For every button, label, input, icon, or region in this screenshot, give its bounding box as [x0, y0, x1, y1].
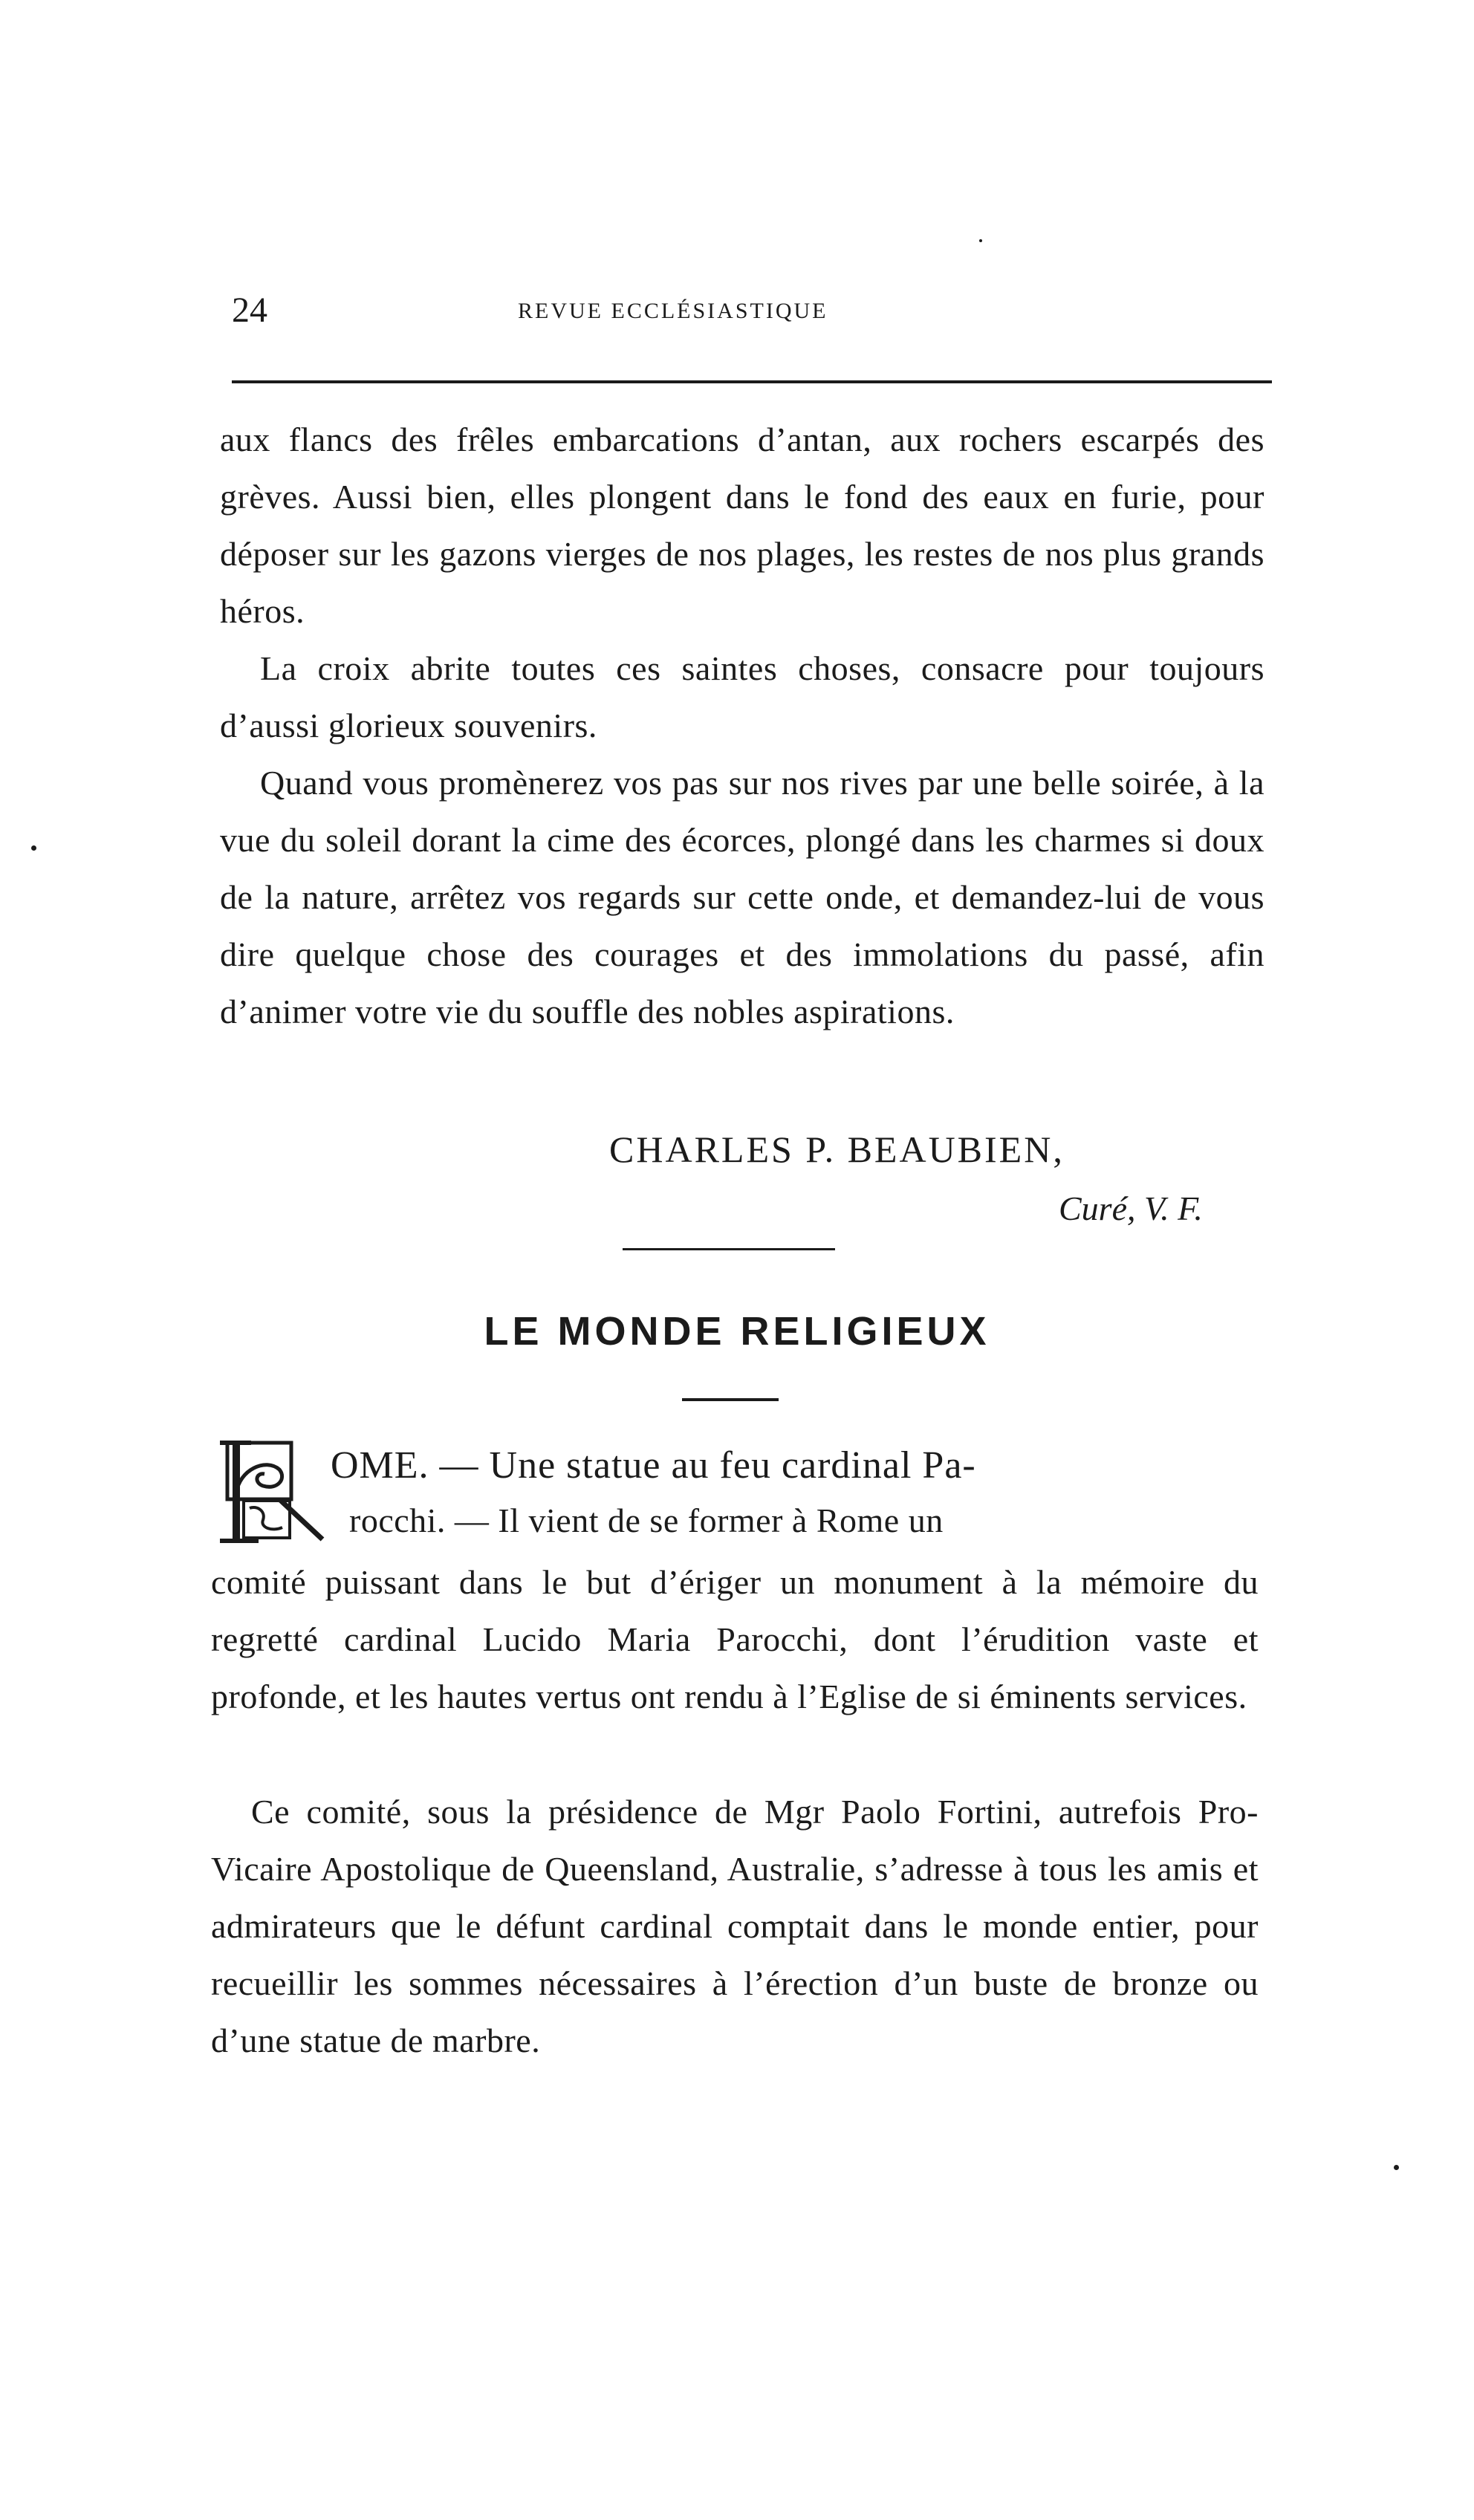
- heading-underline-rule: [682, 1398, 779, 1401]
- header-rule: [232, 380, 1272, 383]
- article-end-text: [220, 411, 1264, 1040]
- news-item-text-2: [211, 1783, 1259, 2069]
- journal-title: REVUE ECCLÉSIASTIQUE: [518, 299, 828, 323]
- article-paragraph: aux flancs des frêles embarcations d’antan, aux rochers escarpés des grèves. Aussi bien, elles plongent dans le fond des eaux en furie, pour déposer sur les gazons vierges de nos plages, les restes de nos plus grands héros.: [220, 420, 1264, 630]
- section-separator-rule: [623, 1248, 835, 1250]
- section-heading: LE MONDE RELIGIEUX: [484, 1309, 990, 1354]
- scan-speck: [979, 239, 982, 242]
- news-item-text: [211, 1553, 1259, 1725]
- news-paragraph: comité puissant dans le but d’ériger un monument à la mémoire du regretté cardinal Lucido Maria Parocchi, dont l’érudition vaste et profonde, et les hautes vertus ont rendu à l’Eglise de si éminents services.: [211, 1563, 1259, 1715]
- article-paragraph: Quand vous promènerez vos pas sur nos rives par une belle soirée, à la vue du soleil dorant la cime des écorces, plongé dans les charmes si doux de la nature, arrêtez vos regards sur cette onde, et demandez-lui de vous dire quelque chose des courages et des immolations du passé, afin d’animer votre vie du souffle des nobles aspirations.: [220, 764, 1264, 1030]
- news-item-lead: OME. — Une statue au feu cardinal Pa-: [331, 1444, 976, 1487]
- ornamental-drop-cap-r: [214, 1440, 325, 1544]
- scan-speck: [1394, 2165, 1399, 2170]
- news-item-lead-continued: rocchi. — Il vient de se former à Rome un: [349, 1501, 944, 1539]
- scan-speck: [31, 845, 36, 851]
- article-paragraph: La croix abrite toutes ces saintes choses, consacre pour toujours d’aussi glorieux souvenirs.: [220, 649, 1264, 744]
- news-paragraph: Ce comité, sous la présidence de Mgr Paolo Fortini, autrefois Pro-Vicaire Apostolique de Queensland, Australie, s’adresse à tous les amis et admirateurs que le défunt cardinal comptait dans le monde entier, pour recueillir les sommes nécessaires à l’érection d’un buste de bronze ou d’une statue de marbre.: [211, 1793, 1259, 2059]
- page-number: 24: [232, 290, 267, 330]
- running-head: [232, 288, 1272, 333]
- author-title: Curé, V. F.: [1059, 1189, 1203, 1227]
- author-signature: CHARLES P. BEAUBIEN,: [609, 1129, 1065, 1170]
